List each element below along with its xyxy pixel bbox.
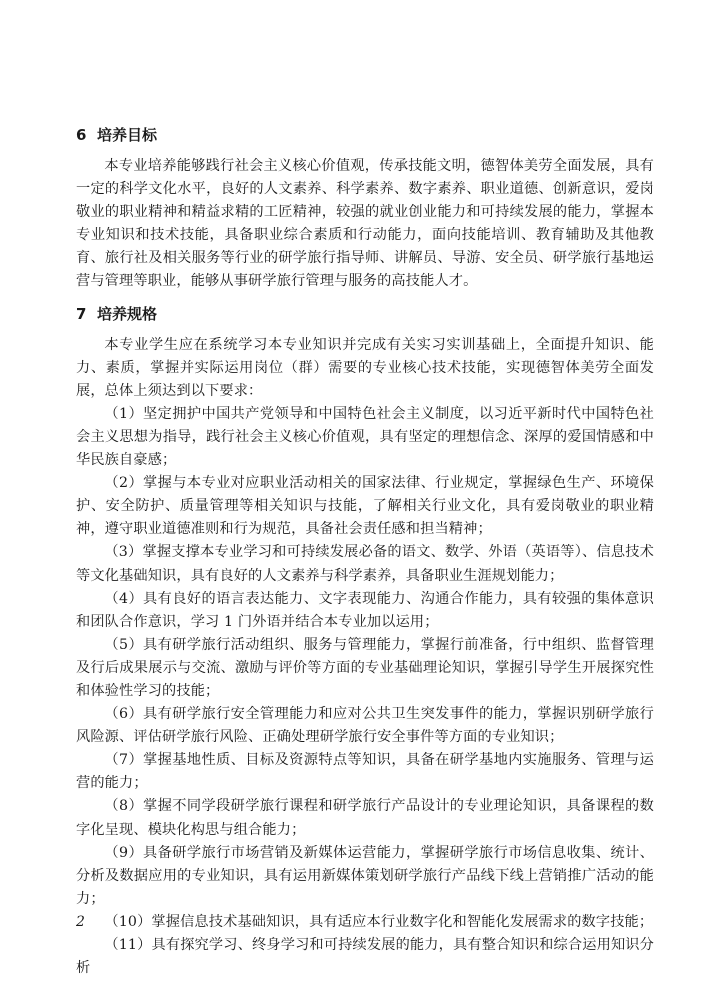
requirement-item-8: （8）掌握不同学段研学旅行课程和研学旅行产品设计的专业理论知识，具备课程的数字化呈现、模块化构思与组合能力；: [76, 798, 654, 838]
requirement-item-10: （10）掌握信息技术基础知识，具有适应本行业数字化和智能化发展需求的数字技能；: [104, 913, 654, 930]
requirement-item-4: （4）具有良好的语言表达能力、文字表现能力、沟通合作能力，具有较强的集体意识和团队合作意识，学习 1 门外语并结合本专业加以运用；: [76, 590, 654, 630]
requirement-item-6: （6）具有研学旅行安全管理能力和应对公共卫生突发事件的能力，掌握识别研学旅行风险源、评估研学旅行风险、正确处理研学旅行安全事件等方面的专业知识；: [76, 706, 654, 746]
requirement-item-3: （3）掌握支撑本专业学习和可持续发展必备的语文、数学、外语（英语等）、信息技术等文化基础知识，具有良好的人文素养与科学素养，具备职业生涯规划能力；: [76, 544, 654, 584]
document-page: [76, 118, 654, 980]
section-body-training-specifications: [76, 334, 654, 981]
section-heading-training-specifications: [76, 304, 654, 324]
section-number: 6: [76, 126, 87, 144]
requirement-item-2: （2）掌握与本专业对应职业活动相关的国家法律、行业规定，掌握绿色生产、环境保护、安全防护、质量管理等相关知识与技能，了解相关行业文化，具有爱岗敬业的职业精神，遵守职业道德准则和行为规范，具备社会责任感和担当精神；: [76, 475, 654, 538]
section-heading-training-objectives: [76, 125, 654, 145]
requirement-item-7: （7）掌握基地性质、目标及资源特点等知识，具备在研学基地内实施服务、管理与运营的能力；: [76, 752, 654, 792]
requirement-item-11: （11）具有探究学习、终身学习和可持续发展的能力，具有整合知识和综合运用知识分析: [76, 937, 654, 977]
paragraph-intro: 本专业学生应在系统学习本专业知识并完成有关实习实训基础上，全面提升知识、能力、素质，掌握并实际运用岗位（群）需要的专业核心技术技能，实现德智体美劳全面发展，总体上须达到以下要求：: [76, 336, 654, 399]
section-body-training-objectives: [76, 155, 654, 294]
section-number: 7: [76, 304, 87, 323]
section-title: 培养规格: [97, 304, 158, 323]
requirement-item-9: （9）具备研学旅行市场营销及新媒体运营能力，掌握研学旅行市场信息收集、统计、分析及数据应用的专业知识，具有运用新媒体策划研学旅行产品线下线上营销推广活动的能力；: [76, 844, 654, 907]
requirement-item-5: （5）具有研学旅行活动组织、服务与管理能力，掌握行前准备，行中组织、监督管理及行后成果展示与交流、激励与评价等方面的专业基础理论知识，掌握引导学生开展探究性和体验性学习的技能；: [76, 636, 654, 699]
requirement-item-1: （1）坚定拥护中国共产党领导和中国特色社会主义制度，以习近平新时代中国特色社会主义思想为指导，践行社会主义核心价值观，具有坚定的理想信念、深厚的爱国情感和中华民族自豪感；: [76, 405, 654, 469]
paragraph: 本专业培养能够践行社会主义核心价值观，传承技能文明，德智体美劳全面发展，具有一定的科学文化水平，良好的人文素养、科学素养、数字素养、职业道德、创新意识，爱岗敬业的职业精神和精益求精的工匠精神，较强的就业创业能力和可持续发展的能力，掌握本专业知识和技术技能，具备职业综合素质和行动能力，面向技能培训、教育辅助及其他教育、旅行社及相关服务等行业的研学旅行指导师、讲解员、导游、安全员、研学旅行基地运营与管理等职业，能够从事研学旅行管理与服务的高技能人才。: [76, 158, 654, 290]
section-title: 培养目标: [97, 126, 158, 144]
page-number: 2: [76, 914, 85, 930]
